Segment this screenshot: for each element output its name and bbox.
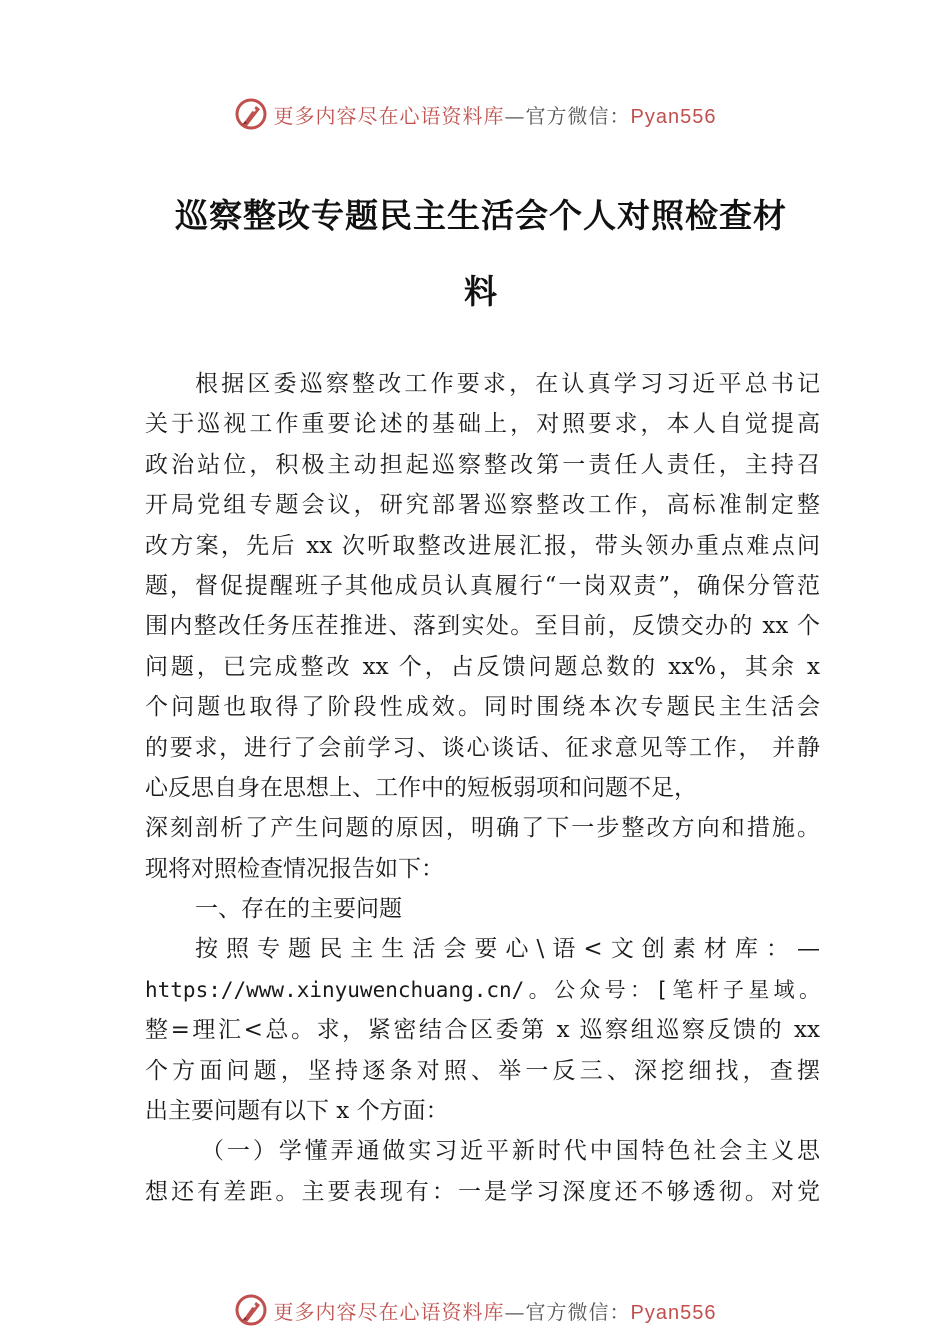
- subsection-heading: （一）学懂弄通做实习近平新时代中国特色社会主义思: [201, 1138, 820, 1165]
- body-line: 开局党组专题会议，研究部署巡察整改工作，高标准制定整: [145, 492, 820, 519]
- body-line: 现将对照检查情况报告如下：: [145, 855, 444, 882]
- pen-nib-logo-icon: [234, 1293, 268, 1327]
- body-line: 心反思自身在思想上、工作中的短板弱项和问题不足，: [145, 774, 697, 801]
- document-title-line-2: 料: [464, 272, 498, 311]
- body-line: 按照专题民主生活会要心\语<文创素材库：—: [195, 936, 820, 963]
- document-body: [145, 364, 820, 1212]
- document-title-line-1: 巡察整改专题民主生活会个人对照检查材: [175, 196, 787, 235]
- body-line: 个方面问题，坚持逐条对照、举一反三、深挖细找，查摆: [145, 1057, 820, 1084]
- body-line: 关于巡视工作重要论述的基础上，对照要求，本人自觉提高: [145, 411, 820, 438]
- pen-nib-logo-icon: [234, 97, 268, 131]
- body-line: 围内整改任务压茬推进、落到实处。至目前，反馈交办的 xx 个: [145, 613, 820, 640]
- body-line: 的要求，进行了会前学习、谈心谈话、征求意见等工作， 并静: [145, 734, 820, 761]
- body-line: 题，督促提醒班子其他成员认真履行“一岗双责”，确保分管范: [145, 572, 820, 599]
- footer-watermark-banner: [0, 1290, 950, 1330]
- body-line: 改方案，先后 xx 次听取整改进展汇报，带头领办重点难点问: [145, 532, 820, 559]
- section-heading: 一、存在的主要问题: [195, 896, 402, 923]
- body-line: 想还有差距。主要表现有：一是学习深度还不够透彻。对党: [145, 1178, 820, 1205]
- body-line: 深刻剖析了产生问题的原因，明确了下一步整改方向和措施。: [145, 815, 820, 842]
- body-line: 问题，已完成整改 xx 个，占反馈问题总数的 xx%，其余 x: [145, 653, 820, 680]
- header-watermark-banner: [0, 94, 950, 134]
- body-line: 政治站位，积极主动担起巡察整改第一责任人责任，主持召: [145, 451, 820, 478]
- body-line: 整=理汇<总。求，紧密结合区委第 x 巡察组巡察反馈的 xx: [145, 1017, 820, 1044]
- body-line: 出主要问题有以下 x 个方面：: [145, 1098, 449, 1125]
- body-line-url: https://www.xinyuwenchuang.cn/。公众号：[笔杆子星域。: [145, 977, 820, 1002]
- watermark-text: 更多内容尽在心语资料库—官方微信：Pyan556: [273, 103, 717, 128]
- body-line: 根据区委巡察整改工作要求，在认真学习习近平总书记: [195, 371, 820, 397]
- watermark-text: 更多内容尽在心语资料库—官方微信：Pyan556: [273, 1299, 717, 1324]
- body-line: 个问题也取得了阶段性成效。同时围绕本次专题民主生活会: [145, 694, 820, 721]
